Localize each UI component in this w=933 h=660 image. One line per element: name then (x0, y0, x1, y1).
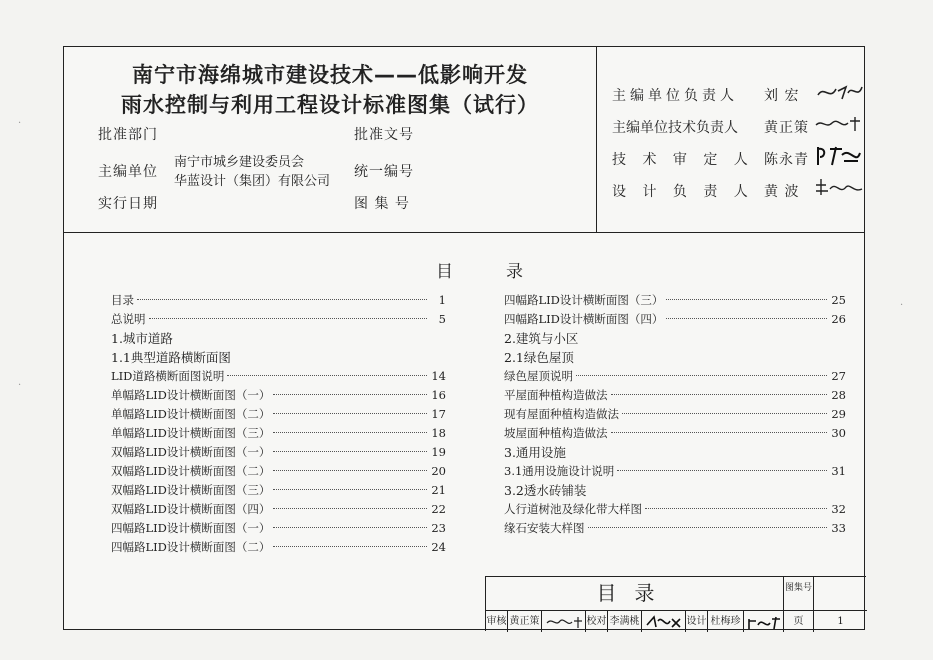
toc-line (111, 367, 446, 386)
scan-mark: · (900, 300, 904, 311)
toc-line (111, 405, 446, 424)
toc-page: 19 (431, 445, 446, 459)
toc-label: LID道路横断面图说明 (111, 369, 225, 383)
toc-section: 2.1绿色屋顶 (504, 350, 574, 365)
toc-dot-leader (273, 432, 427, 433)
toc-line (504, 386, 846, 405)
atlas-title-line-1: 南宁市海绵城市建设技术——低影响开发 (132, 63, 528, 87)
design-name: 杜梅珍 (708, 611, 744, 632)
approval-doc-label: 批准文号 (354, 127, 414, 143)
toc-line (111, 500, 446, 519)
toc-page: 14 (431, 369, 446, 383)
toc-line (111, 519, 446, 538)
toc-label: 总说明 (111, 312, 146, 326)
review-signature (542, 611, 586, 632)
scan-mark: · (18, 380, 22, 391)
toc-line (504, 310, 846, 329)
toc-label: 人行道树池及绿化带大样图 (504, 502, 642, 516)
sheet-header (64, 47, 864, 233)
review-name: 黄正策 (508, 611, 542, 632)
signature-mark (812, 79, 864, 105)
toc-dot-leader (273, 394, 427, 395)
scan-mark: · (18, 118, 22, 129)
toc-heading-char-1: 目 (436, 262, 453, 282)
toc-label: 平屋面种植构造做法 (504, 388, 608, 402)
toc-section: 3.通用设施 (504, 445, 566, 460)
toc-right-column (504, 291, 846, 538)
toc-page: 24 (431, 540, 446, 554)
signature-mark (746, 613, 782, 631)
signature-mark (812, 175, 864, 201)
toc-dot-leader (645, 508, 827, 509)
toc-page: 33 (831, 521, 846, 535)
header-left-panel (64, 47, 596, 232)
toc-line (504, 405, 846, 424)
effective-date-label: 实行日期 (98, 196, 158, 212)
toc-page: 28 (831, 388, 846, 402)
toc-section: 3.2透水砖铺装 (504, 483, 587, 498)
page-label: 页 (784, 611, 814, 632)
toc-dot-leader (273, 470, 427, 471)
toc-page: 20 (431, 464, 446, 478)
check-label: 校对 (586, 611, 608, 632)
page-number: 1 (837, 616, 844, 627)
toc-line (504, 462, 846, 481)
title-block (485, 576, 866, 631)
toc-label: 缘石安装大样图 (504, 521, 585, 535)
toc-dot-leader (273, 508, 427, 509)
design-signature (744, 611, 784, 632)
toc-dot-leader (576, 375, 827, 376)
atlas-title-line-2: 雨水控制与利用工程设计标准图集（试行） (121, 93, 539, 117)
toc-dot-leader (617, 470, 827, 471)
toc-line (111, 424, 446, 443)
toc-label: 绿色屋顶说明 (504, 369, 573, 383)
toc-line (111, 386, 446, 405)
toc-dot-leader (611, 432, 828, 433)
toc-section: 1.1典型道路横断面图 (111, 350, 231, 365)
toc-label: 双幅路LID设计横断面图（二） (111, 464, 271, 478)
toc-page: 23 (431, 521, 446, 535)
responsible-role: 技 术 审 定 人 (612, 152, 754, 168)
unified-no-label: 统一编号 (354, 164, 414, 180)
toc-line (504, 367, 846, 386)
toc-line (111, 462, 446, 481)
toc-dot-leader (588, 527, 828, 528)
check-signature (642, 611, 686, 632)
toc-label: 四幅路LID设计横断面图（四） (504, 312, 664, 326)
toc-dot-leader (227, 375, 427, 376)
toc-label: 双幅路LID设计横断面图（三） (111, 483, 271, 497)
toc-page: 27 (831, 369, 846, 383)
design-label: 设计 (686, 611, 708, 632)
toc-label: 3.1通用设施设计说明 (504, 464, 615, 478)
toc-line (111, 481, 446, 500)
toc-dot-leader (137, 299, 427, 300)
toc-page: 26 (831, 312, 846, 326)
signature-mark (644, 613, 684, 631)
toc-label: 四幅路LID设计横断面图（三） (504, 293, 664, 307)
toc-section: 2.建筑与小区 (504, 331, 579, 346)
toc-label: 双幅路LID设计横断面图（四） (111, 502, 271, 516)
toc-page: 17 (431, 407, 446, 421)
toc-dot-leader (666, 318, 827, 319)
toc-page: 5 (438, 312, 446, 326)
toc-page: 1 (438, 293, 446, 307)
toc-label: 四幅路LID设计横断面图（二） (111, 540, 271, 554)
toc-line (504, 519, 846, 538)
toc-label: 目录 (111, 293, 134, 307)
toc-page: 31 (831, 464, 846, 478)
toc-dot-leader (273, 489, 427, 490)
toc-dot-leader (273, 451, 427, 452)
toc-label: 双幅路LID设计横断面图（一） (111, 445, 271, 459)
responsible-role: 设 计 负 责 人 (612, 184, 754, 200)
toc-page: 29 (831, 407, 846, 421)
toc-line (111, 310, 446, 329)
toc-dot-leader (149, 318, 428, 319)
toc-line (111, 538, 446, 557)
toc-page: 30 (831, 426, 846, 440)
toc-page: 32 (831, 502, 846, 516)
toc-line (504, 500, 846, 519)
responsible-name: 陈永青 (764, 152, 809, 168)
toc-dot-leader (273, 413, 427, 414)
toc-dot-leader (273, 527, 427, 528)
responsible-name: 刘 宏 (764, 88, 800, 104)
responsible-role: 主编单位技术负责人 (612, 120, 738, 136)
signature-mark (812, 143, 864, 169)
toc-dot-leader (273, 546, 427, 547)
signature-mark (812, 111, 864, 137)
toc-label: 单幅路LID设计横断面图（二） (111, 407, 271, 421)
responsible-name: 黄正策 (764, 120, 809, 136)
toc-line (111, 443, 446, 462)
signature-mark (544, 613, 584, 631)
toc-section: 1.城市道路 (111, 331, 173, 346)
toc-left-column (111, 291, 446, 557)
toc-page: 25 (831, 293, 846, 307)
editor-unit-2: 华蓝设计（集团）有限公司 (174, 174, 331, 189)
toc-line (504, 424, 846, 443)
approval-dept-label: 批准部门 (98, 127, 158, 143)
toc-dot-leader (611, 394, 828, 395)
responsible-role: 主编单位负责人 (612, 88, 738, 104)
toc-heading-char-2: 录 (506, 262, 523, 282)
toc-label: 坡屋面种植构造做法 (504, 426, 608, 440)
toc-page: 22 (431, 502, 446, 516)
drawing-sheet (63, 46, 865, 630)
toc-label: 单幅路LID设计横断面图（三） (111, 426, 271, 440)
toc-page: 16 (431, 388, 446, 402)
toc-page: 21 (431, 483, 446, 497)
toc-line (111, 291, 446, 310)
title-block-title: 目录 (486, 577, 784, 611)
title-block-atlas-no-label: 图集号 (784, 577, 814, 611)
check-name: 李满桃 (608, 611, 642, 632)
header-divider (596, 47, 597, 232)
toc-dot-leader (622, 413, 827, 414)
toc-dot-leader (666, 299, 827, 300)
toc-page: 18 (431, 426, 446, 440)
toc-label: 现有屋面种植构造做法 (504, 407, 619, 421)
toc-label: 四幅路LID设计横断面图（一） (111, 521, 271, 535)
toc-label: 单幅路LID设计横断面图（一） (111, 388, 271, 402)
responsible-name: 黄 波 (764, 184, 800, 200)
title-block-atlas-no-value (814, 577, 867, 611)
editor-unit-1: 南宁市城乡建设委员会 (174, 155, 305, 170)
editor-label: 主编单位 (98, 164, 158, 180)
atlas-no-label: 图 集 号 (354, 196, 410, 212)
toc-line (504, 291, 846, 310)
review-label: 审核 (486, 611, 508, 632)
